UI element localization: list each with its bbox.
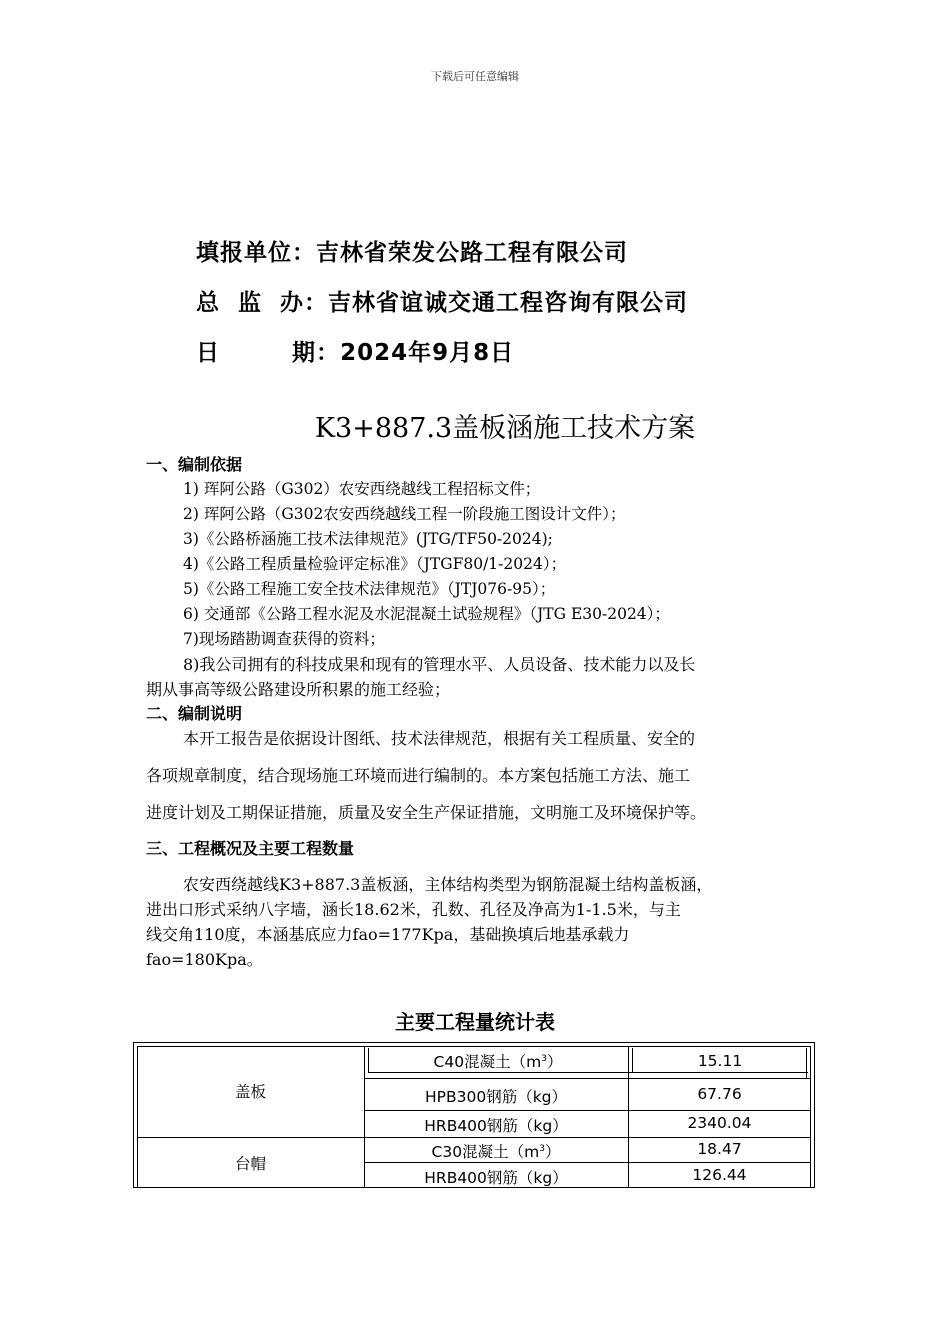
table-divider	[364, 1162, 811, 1163]
info-date	[196, 334, 514, 367]
basis-item: 8)我公司拥有的科技成果和现有的管理水平、人员设备、技术能力以及长	[183, 655, 696, 674]
table-divider	[364, 1110, 811, 1111]
item-sup: 3	[539, 1143, 545, 1154]
basis-item: 1) 珲阿公路（G302）农安西绕越线工程招标文件；	[183, 480, 541, 498]
table-row-value: 18.47	[697, 1140, 742, 1158]
item-close: ）	[546, 1053, 563, 1071]
item-close: ）	[544, 1143, 561, 1161]
table-row-value: 15.11	[697, 1052, 743, 1070]
table-divider	[368, 1072, 808, 1073]
info-supervisor-value: 吉林省谊诚交通工程咨询有限公司	[328, 290, 689, 316]
description-line: 本开工报告是依据设计图纸、技术法律规范，根据有关工程质量、安全的	[183, 729, 696, 748]
document-title: K3+887.3盖板涵施工技术方案	[314, 413, 696, 444]
table-row-item	[364, 1166, 628, 1188]
basis-item: 7)现场踏勘调查获得的资料；	[183, 630, 385, 648]
table-title: 主要工程量统计表	[395, 1010, 555, 1034]
group-name-cell: 盖板	[234, 1083, 266, 1101]
overview-line: 农安西绕越线K3+887.3盖板涵，主体结构类型为钢筋混凝土结构盖板涵，	[183, 875, 713, 894]
table-row-value: 126.44	[692, 1166, 747, 1184]
overview-line: fao=180Kpa。	[146, 950, 263, 969]
section2-heading: 二、编制说明	[146, 704, 243, 723]
item-text: HRB400钢筋（kg）	[424, 1117, 568, 1135]
basis-item: 5)《公路工程施工安全技术法律规范》（JTJ076-95）；	[183, 580, 556, 598]
item-text: C30混凝土（m	[431, 1143, 540, 1161]
basis-item: 2) 珲阿公路（G302农安西绕越线工程一阶段施工图设计文件）；	[183, 505, 626, 523]
basis-item: 3)《公路桥涵施工技术法律规范》(JTG/TF50-2024);	[183, 530, 553, 548]
description-line: 进度计划及工期保证措施，质量及安全生产保证措施，文明施工及环境保护等。	[146, 803, 707, 822]
table-row-item	[364, 1114, 628, 1136]
item-text: HRB400钢筋（kg）	[424, 1169, 568, 1187]
table-divider	[364, 1078, 811, 1079]
info-unit-label: 填报单位：	[196, 240, 316, 266]
info-date-label: 日 期：	[196, 340, 341, 366]
item-text: C40混凝土（m	[433, 1053, 542, 1071]
group-name-cell: 台帽	[234, 1155, 266, 1173]
basis-item: 4)《公路工程质量检验评定标准》（JTGF80/1-2024）；	[183, 555, 567, 573]
section1-heading: 一、编制依据	[146, 455, 243, 474]
description-line: 各项规章制度，结合现场施工环境而进行编制的。本方案包括施工方法、施工	[146, 766, 691, 785]
overview-line: 线交角110度，本涵基底应力fao=177Kpa，基础换填后地基承载力	[146, 925, 630, 944]
basis-item: 期从事高等级公路建设所积累的施工经验；	[146, 680, 451, 699]
info-supervisor	[196, 284, 688, 317]
info-supervisor-label: 总 监 办：	[196, 290, 329, 316]
overview-line: 进出口形式采纳八字墙，涵长18.62米，孔数、孔径及净高为1-1.5米，与主	[146, 900, 681, 919]
table-divider	[137, 1137, 811, 1138]
item-text: HPB300钢筋（kg）	[424, 1088, 568, 1106]
info-date-value: 2024年9月8日	[340, 340, 515, 366]
info-unit-value: 吉林省荣发公路工程有限公司	[316, 240, 628, 266]
basis-item: 6) 交通部《公路工程水泥及水泥混凝土试验规程》（JTG E30-2024）；	[183, 605, 670, 623]
table-row-item	[364, 1140, 628, 1162]
section3-heading: 三、工程概况及主要工程数量	[146, 839, 355, 858]
table-row-item	[364, 1085, 628, 1107]
table-row-value: 2340.04	[687, 1114, 752, 1132]
table-row-value: 67.76	[697, 1085, 742, 1103]
item-sup: 3	[541, 1053, 547, 1064]
info-unit	[196, 234, 628, 267]
header-note: 下载后可任意编辑	[431, 70, 519, 83]
table-row-item	[368, 1050, 628, 1072]
